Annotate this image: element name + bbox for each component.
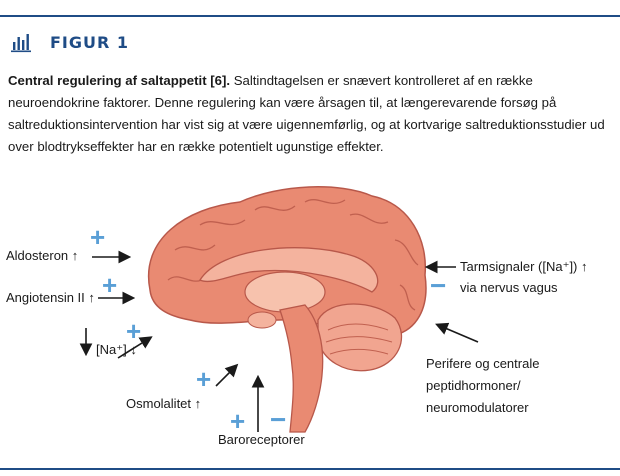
label-perifere-1: Perifere og centrale [426, 356, 540, 371]
label-perifere-2: peptidhormoner/ [426, 378, 521, 393]
cerebellum [318, 304, 402, 371]
figure-caption [8, 70, 612, 158]
label-aldosteron: Aldosteron ↑ [6, 248, 79, 263]
minus-sign-tarmsignaler: − [430, 270, 447, 301]
brain-illustration [0, 170, 620, 470]
arrow-osmolalitet [216, 366, 236, 386]
bottom-rule [0, 468, 620, 470]
label-baroreceptorer: Baroreceptorer [218, 432, 305, 447]
hypothalamus [248, 312, 276, 328]
top-rule [0, 15, 620, 17]
plus-sign-natrium: + [126, 316, 142, 346]
thalamus [245, 272, 325, 312]
label-tarmsignaler: Tarmsignaler ([Na⁺]) ↑ [460, 259, 588, 274]
plus-sign-aldosteron: + [90, 222, 106, 252]
caption-lead: Central regulering af saltappetit [6]. [8, 73, 231, 88]
minus-sign-baroreceptorer: − [270, 404, 287, 435]
brainstem [280, 305, 323, 432]
bar-chart-icon [6, 27, 36, 57]
diagram [0, 170, 620, 470]
figure-header [0, 25, 129, 59]
label-osmolalitet: Osmolalitet ↑ [126, 396, 202, 411]
plus-sign-osmolalitet: + [196, 364, 212, 394]
figure-title: FIGUR 1 [50, 32, 130, 52]
label-natrium: [Na⁺] ↓ [96, 342, 137, 357]
arrow-perifere [438, 325, 478, 342]
caption-body: Saltindtagelsen er snævert kontrolleret af en række neuroendokrine faktorer. Denne regulering kan være årsagen til, at længerevarende forsøg på saltreduktionsintervention har vist sig at være uigennemførlig, og at kortvarige saltreduktionsstudier ud over blodtrykseffekter har en række potentielt ugunstige effekter. [8, 73, 605, 154]
label-perifere-3: neuromodulatorer [426, 400, 529, 415]
label-angiotensin: Angiotensin II ↑ [6, 290, 95, 305]
label-vagus: via nervus vagus [460, 280, 558, 295]
plus-sign-baroreceptorer: + [230, 406, 246, 436]
plus-sign-angiotensin: + [102, 270, 118, 300]
